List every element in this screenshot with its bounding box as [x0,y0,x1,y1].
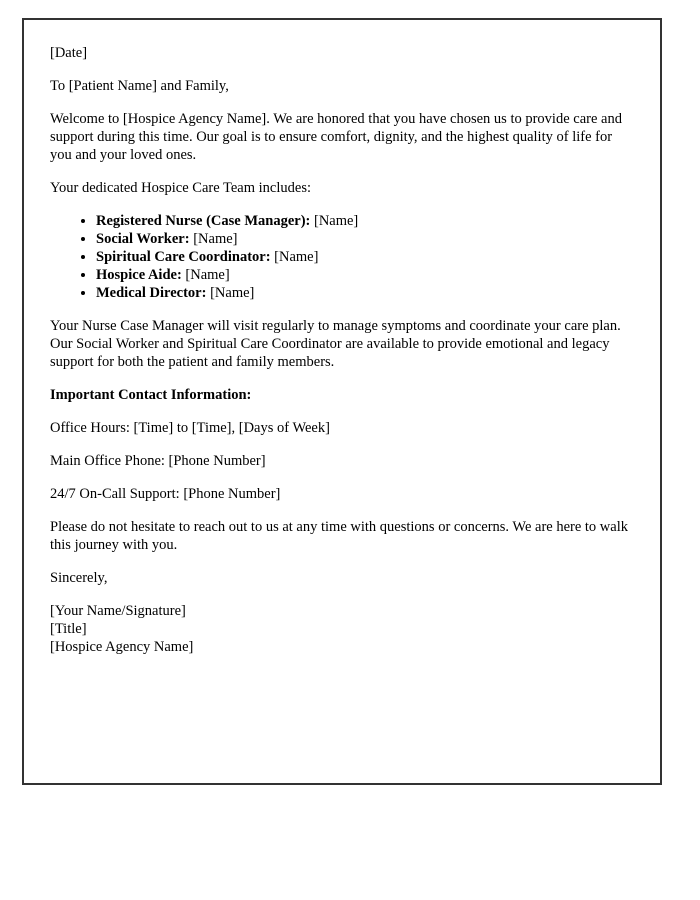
date-line: [Date] [50,45,88,61]
care-team-list [50,212,632,302]
list-item [96,230,632,248]
signature-block [50,602,632,656]
office-hours-line: Office Hours: [Time] to [Time], [Days of Week] [50,420,330,436]
team-member-name: [Name] [185,267,230,283]
care-paragraph: Your Nurse Case Manager will visit regularly to manage symptoms and coordinate your care plan. Our Social Worker and Spiritual Care Coordinator are available to provide emotional and legacy support for both the patient and family members. [50,318,621,370]
team-member-role: Medical Director: [96,285,207,301]
team-member-name: [Name] [274,249,319,265]
intro-paragraph: Welcome to [Hospice Agency Name]. We are honored that you have chosen us to provide care and support during this time. Our goal is to ensure comfort, dignity, and the highest quality of life for you and your loved ones. [50,111,622,163]
team-member-name: [Name] [313,213,359,229]
contact-heading: Important Contact Information: [50,387,252,403]
signature-agency: [Hospice Agency Name] [50,639,194,655]
signature-name: [Your Name/Signature] [50,603,186,619]
team-member-role: Social Worker: [96,231,190,247]
list-item [96,284,632,302]
team-member-role: Spiritual Care Coordinator: [96,249,271,265]
team-member-role: Registered Nurse (Case Manager): [96,213,311,229]
list-item [96,212,632,230]
team-member-role: Hospice Aide: [96,267,182,283]
letter-document [22,18,662,785]
list-item [96,266,632,284]
main-office-phone-line: Main Office Phone: [Phone Number] [50,453,266,469]
team-member-name: [Name] [210,285,255,301]
list-item [96,248,632,266]
sign-off: Sincerely, [50,570,108,586]
closing-paragraph: Please do not hesitate to reach out to us at any time with questions or concerns. We are here to walk this journey with you. [50,519,628,553]
on-call-support-line: 24/7 On-Call Support: [Phone Number] [50,486,281,502]
team-intro: Your dedicated Hospice Care Team includes: [50,180,311,196]
team-member-name: [Name] [193,231,238,247]
signature-title: [Title] [50,621,87,637]
salutation: To [Patient Name] and Family, [50,78,229,94]
